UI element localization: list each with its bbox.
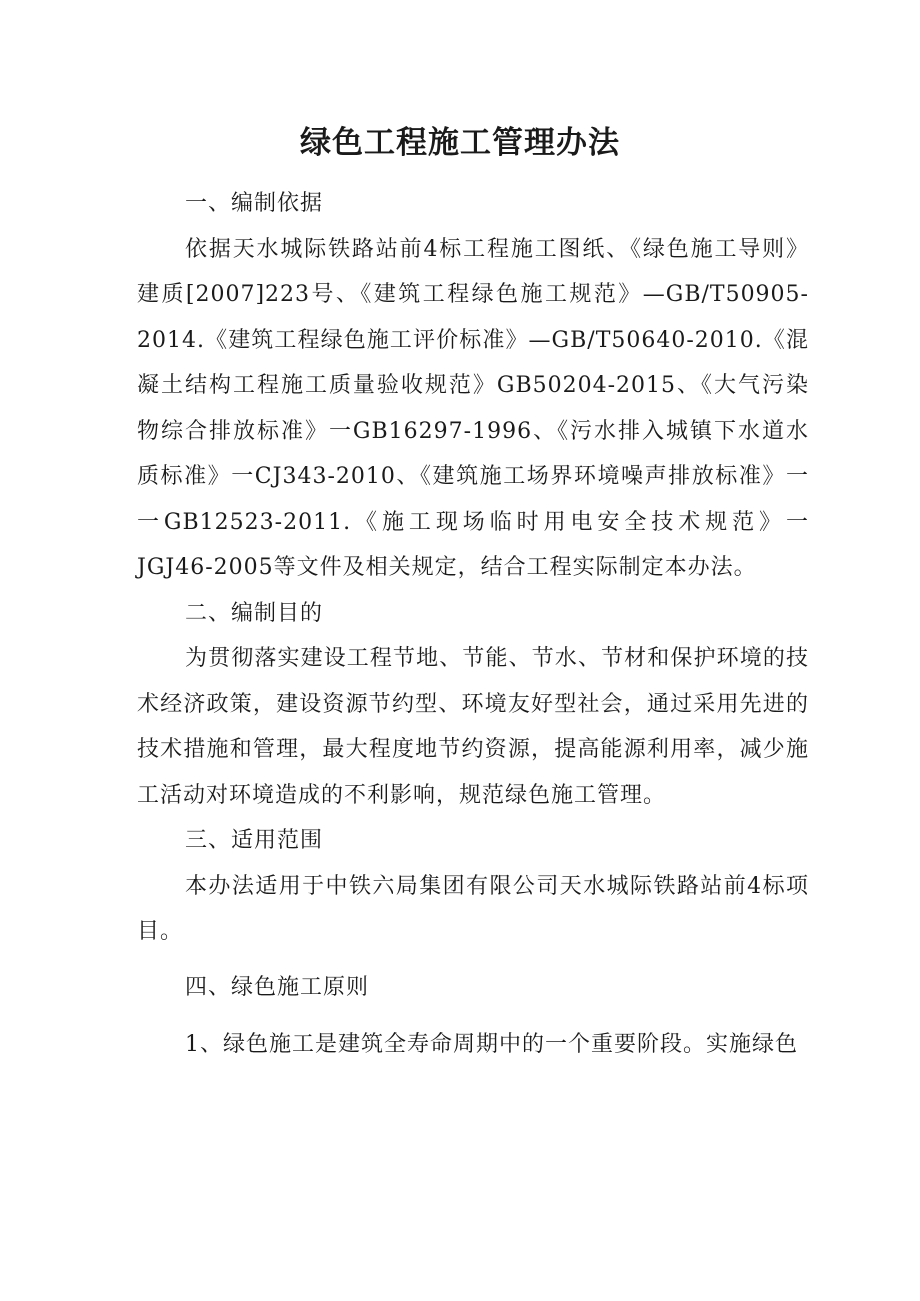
paragraph-spacer: [137, 955, 809, 965]
section-body-principles: 1、绿色施工是建筑全寿命周期中的一个重要阶段。实施绿色: [185, 1032, 798, 1057]
section-body-basis: 依据天水城际铁路站前4标工程施工图纸、《绿色施工导则》建质[2007]223号、《建筑工程绿色施工规范》—GB/T50905-2014.《建筑工程绿色施工评价标准》—GB/T50640-2010.《混凝土结构工程施工质量验收规范》GB50204-2015、《大气污染物综合排放标准》一GB16297-1996、《污水排入城镇下水道水质标准》一CJ343-2010、《建筑施工场界环境噪声排放标准》一一GB12523-2011.《施工现场临时用电安全技术规范》一JGJ46-2005等文件及相关规定，结合工程实际制定本办法。: [137, 236, 809, 580]
paragraph-spacer: [137, 1010, 809, 1022]
section-body-scope: 本办法适用于中铁六局集团有限公司天水城际铁路站前4标项目。: [137, 873, 809, 944]
document-body: [137, 181, 809, 1068]
section-heading-scope: 三、适用范围: [185, 828, 324, 853]
section-heading-purpose: 二、编制目的: [185, 600, 324, 626]
section-heading-principles: 四、绿色施工原则: [185, 974, 370, 1000]
document-title: 绿色工程施工管理办法: [300, 125, 620, 161]
section-body-purpose: 为贯彻落实建设工程节地、节能、节水、节材和保护环境的技术经济政策，建设资源节约型、环境友好型社会，通过采用先进的技术措施和管理，最大程度地节约资源，提高能源利用率，减少施工活动对环境造成的不利影响，规范绿色施工管理。: [137, 646, 809, 808]
section-heading-basis: 一、编制依据: [185, 191, 324, 216]
